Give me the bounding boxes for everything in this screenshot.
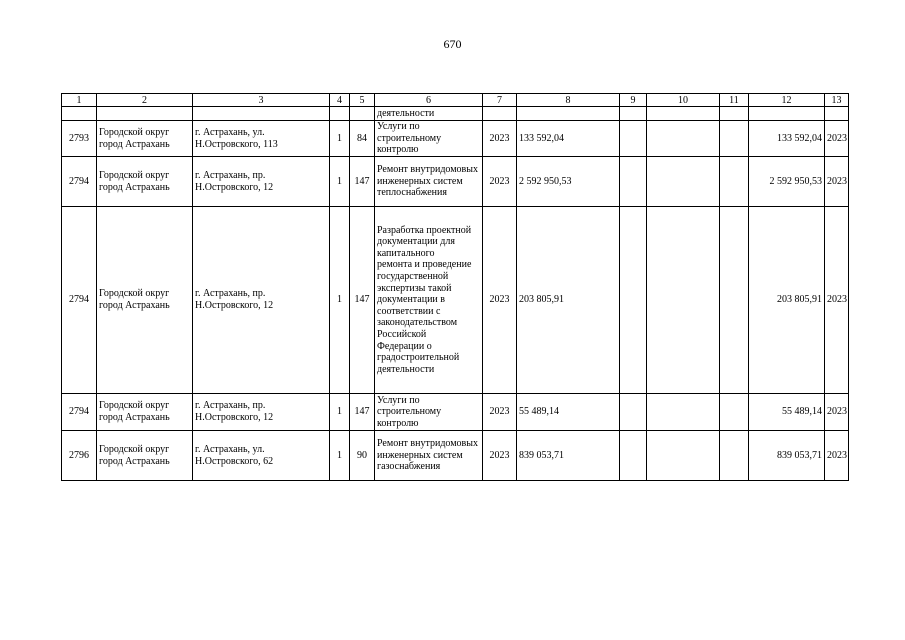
col10-value <box>647 431 720 481</box>
row-id: 2794 <box>62 207 97 394</box>
col10-value <box>647 121 720 157</box>
work-description: деятельности <box>375 107 483 121</box>
col9-value <box>620 157 647 207</box>
header-cell: 10 <box>647 94 720 107</box>
address: г. Астрахань, ул. Н.Островского, 62 <box>193 431 330 481</box>
header-cell: 11 <box>720 94 749 107</box>
col5-value: 84 <box>350 121 375 157</box>
header-cell: 2 <box>97 94 193 107</box>
year: 2023 <box>483 121 517 157</box>
year: 2023 <box>483 157 517 207</box>
col4-value: 1 <box>330 157 350 207</box>
total-cost: 203 805,91 <box>517 207 620 394</box>
header-cell: 8 <box>517 94 620 107</box>
row-id: 2794 <box>62 157 97 207</box>
col5-value: 90 <box>350 431 375 481</box>
total-cost: 55 489,14 <box>517 394 620 431</box>
col11-value <box>720 394 749 431</box>
col13-value: 2023 <box>825 394 849 431</box>
col11-value <box>720 121 749 157</box>
row-id: 2793 <box>62 121 97 157</box>
col9-value <box>620 431 647 481</box>
header-cell: 13 <box>825 94 849 107</box>
col11-value <box>720 431 749 481</box>
col10-value <box>647 157 720 207</box>
col10-value <box>647 394 720 431</box>
header-cell: 4 <box>330 94 350 107</box>
col9-value <box>620 121 647 157</box>
col13-value: 2023 <box>825 431 849 481</box>
work-description: Услуги по строительному контролю <box>375 121 483 157</box>
col10-value <box>647 207 720 394</box>
year: 2023 <box>483 394 517 431</box>
total-cost: 2 592 950,53 <box>517 157 620 207</box>
table-row <box>62 157 849 207</box>
col12-value: 839 053,71 <box>749 431 825 481</box>
col13-value: 2023 <box>825 157 849 207</box>
row-id: 2796 <box>62 431 97 481</box>
col11-value <box>720 207 749 394</box>
header-cell: 9 <box>620 94 647 107</box>
work-description: Ремонт внутридомовых инженерных систем теплоснабжения <box>375 157 483 207</box>
col12-value: 55 489,14 <box>749 394 825 431</box>
col9-value <box>620 394 647 431</box>
row-id: 2794 <box>62 394 97 431</box>
col5-value: 147 <box>350 157 375 207</box>
col12-value: 203 805,91 <box>749 207 825 394</box>
col4-value: 1 <box>330 207 350 394</box>
total-cost: 133 592,04 <box>517 121 620 157</box>
header-cell: 1 <box>62 94 97 107</box>
col4-value: 1 <box>330 394 350 431</box>
header-cell: 3 <box>193 94 330 107</box>
header-cell: 7 <box>483 94 517 107</box>
header-cell: 12 <box>749 94 825 107</box>
address: г. Астрахань, ул. Н.Островского, 113 <box>193 121 330 157</box>
work-description: Ремонт внутридомовых инженерных систем газоснабжения <box>375 431 483 481</box>
municipality: Городской округ город Астрахань <box>97 207 193 394</box>
col5-value: 147 <box>350 207 375 394</box>
continuation-row <box>62 107 849 121</box>
page-number: 670 <box>443 37 462 51</box>
work-description: Разработка проектной документации для капитального ремонта и проведение государственной экспертизы такой документации в соответствии с законодательством Российской Федерации о градостроительной деятельности <box>375 207 483 394</box>
header-cell: 6 <box>375 94 483 107</box>
municipality: Городской округ город Астрахань <box>97 431 193 481</box>
col12-value: 133 592,04 <box>749 121 825 157</box>
year: 2023 <box>483 207 517 394</box>
col4-value: 1 <box>330 121 350 157</box>
table-row <box>62 121 849 157</box>
header-row <box>62 94 849 107</box>
municipality: Городской округ город Астрахань <box>97 121 193 157</box>
address: г. Астрахань, пр. Н.Островского, 12 <box>193 394 330 431</box>
table-row <box>62 394 849 431</box>
year: 2023 <box>483 431 517 481</box>
header-cell: 5 <box>350 94 375 107</box>
col13-value: 2023 <box>825 121 849 157</box>
col9-value <box>620 207 647 394</box>
work-description: Услуги по строительному контролю <box>375 394 483 431</box>
col12-value: 2 592 950,53 <box>749 157 825 207</box>
municipality: Городской округ город Астрахань <box>97 157 193 207</box>
table-row <box>62 207 849 394</box>
address: г. Астрахань, пр. Н.Островского, 12 <box>193 157 330 207</box>
col5-value: 147 <box>350 394 375 431</box>
total-cost: 839 053,71 <box>517 431 620 481</box>
address: г. Астрахань, пр. Н.Островского, 12 <box>193 207 330 394</box>
col11-value <box>720 157 749 207</box>
col13-value: 2023 <box>825 207 849 394</box>
municipality: Городской округ город Астрахань <box>97 394 193 431</box>
col4-value: 1 <box>330 431 350 481</box>
table-row <box>62 431 849 481</box>
register-table <box>61 93 849 481</box>
